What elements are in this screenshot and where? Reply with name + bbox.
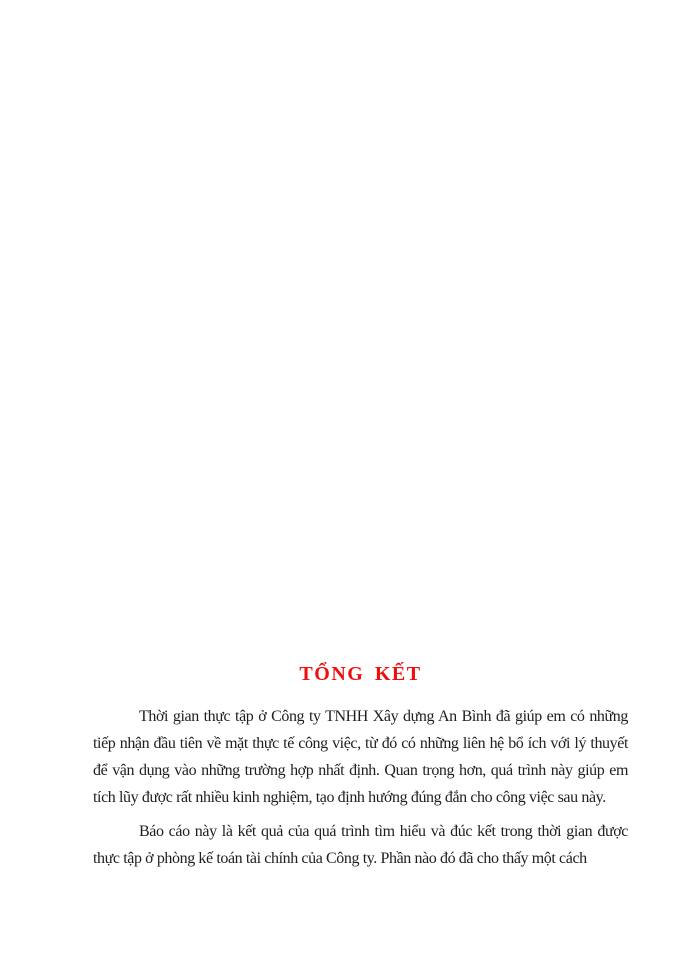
paragraph: Thời gian thực tập ở Công ty TNHH Xây dựng An Bình đã giúp em có những tiếp nhận đầu tiên về mặt thực tế công việc, từ đó có những liên hệ bổ ích với lý thuyết để vận dụng vào những trường hợp nhất định. Quan trọng hơn, quá trình này giúp em tích lũy được rất nhiều kinh nghiệm, tạo định hướng đúng đắn cho công việc sau này. — [93, 708, 628, 806]
section-heading: TỔNG KẾT — [299, 663, 422, 685]
paragraph: Báo cáo này là kết quả của quá trình tìm hiểu và đúc kết trong thời gian được thực tập ở phòng kế toán tài chính của Công ty. Phần nào đó đã cho thấy một cách — [93, 823, 628, 867]
page-content — [93, 662, 628, 879]
